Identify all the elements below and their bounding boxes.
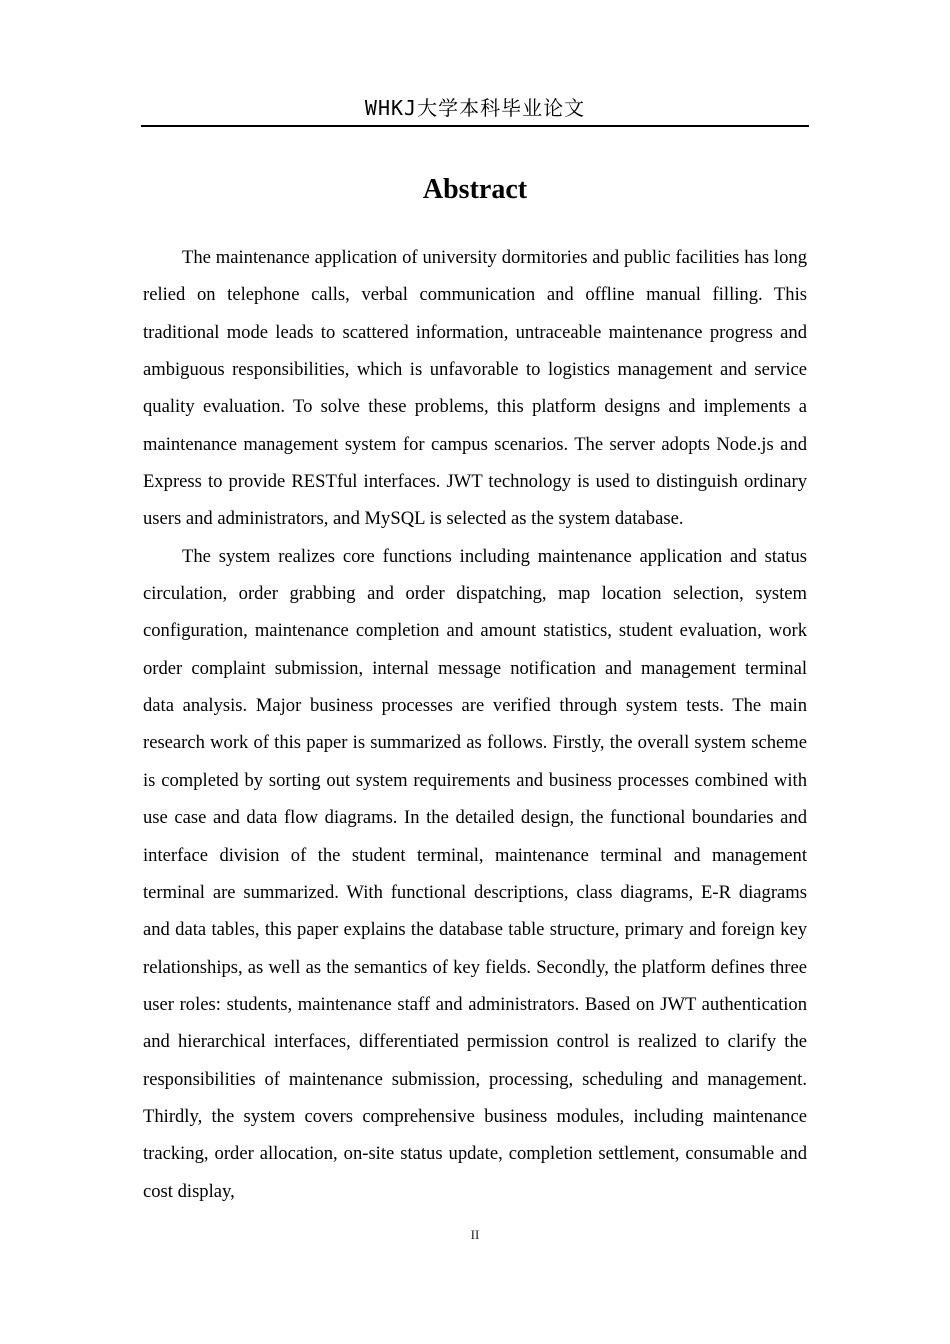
running-header: WHKJ大学本科毕业论文 bbox=[141, 92, 809, 127]
abstract-body bbox=[143, 239, 807, 1210]
abstract-heading: Abstract bbox=[422, 174, 528, 205]
abstract-paragraph-2: The system realizes core functions including maintenance application and status circulation, order grabbing and order dispatching, map location selection, system configuration, maintenance completion and amount statistics, student evaluation, work order complaint submission, internal message notification and management terminal data analysis. Major business processes are verified through system tests. The main research work of this paper is summarized as follows. Firstly, the overall system scheme is completed by sorting out system requirements and business processes combined with use case and data flow diagrams. In the detailed design, the functional boundaries and interface division of the student terminal, maintenance terminal and management terminal are summarized. With functional descriptions, class diagrams, E-R diagrams and data tables, this paper explains the database table structure, primary and foreign key relationships, as well as the semantics of key fields. Secondly, the platform defines three user roles: students, maintenance staff and administrators. Based on JWT authentication and hierarchical interfaces, differentiated permission control is realized to clarify the responsibilities of maintenance submission, processing, scheduling and management. Thirdly, the system covers comprehensive business modules, including maintenance tracking, order allocation, on-site status update, completion settlement, consumable and cost display, bbox=[143, 545, 807, 1202]
page-number: II bbox=[470, 1227, 480, 1242]
abstract-paragraph-1: The maintenance application of university dormitories and public facilities has long relied on telephone calls, verbal communication and offline manual filling. This traditional mode leads to scattered information, untraceable maintenance progress and ambiguous responsibilities, which is unfavorable to logistics management and service quality evaluation. To solve these problems, this platform designs and implements a maintenance management system for campus scenarios. The server adopts Node.js and Express to provide RESTful interfaces. JWT technology is used to distinguish ordinary users and administrators, and MySQL is selected as the system database. bbox=[143, 247, 807, 530]
